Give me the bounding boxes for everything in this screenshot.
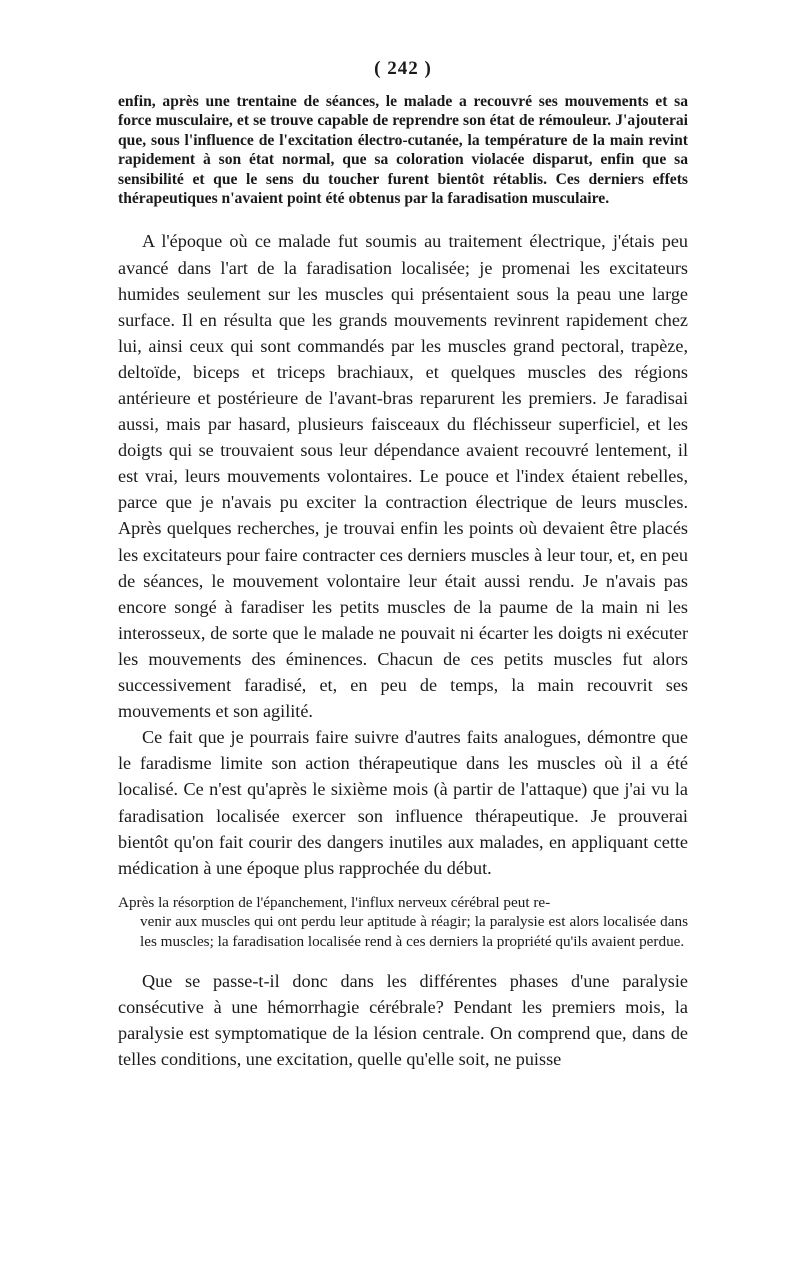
paragraph-1: enfin, après une trentaine de séances, le malade a recouvré ses mouvements et sa force musculaire, et se trouve capable de reprendre son état de rémouleur. J'ajouterai que, sous l'influence de l'excitation électro-cutanée, la température de la main revint rapidement à son état normal, que sa coloration violacée disparut, enfin que sa sensibilité et que le sens du toucher furent bientôt rétablis. Ces derniers effets thérapeutiques n'avaient point été obtenus par la faradisation musculaire. (118, 93, 688, 208)
paragraph-3: Ce fait que je pourrais faire suivre d'autres faits analogues, démontre que le faradisme limite son action thérapeutique dans les muscles où il a été localisé. Ce n'est qu'après le sixième mois (à partir de l'attaque) que j'ai vu la faradisation localisée exercer son influence thérapeutique. Je prouverai bientôt qu'on fait courir des dangers inutiles aux malades, en appliquant cette médication à une époque plus rapprochée du début. (118, 727, 688, 878)
summary-note-continuation: venir aux muscles qui ont perdu leur aptitude à réagir; la paralysie est alors localisée dans les muscles; la faradisation localisée rend à ces derniers la propriété qu'ils avaient perdue. (140, 913, 688, 950)
paragraph-4: Que se passe-t-il donc dans les différentes phases d'une paralysie consécutive à une hémorrhagie cérébrale? Pendant les premiers mois, la paralysie est symptomatique de la lésion centrale. On comprend que, dans de telles conditions, une excitation, quelle qu'elle soit, ne puisse (118, 970, 688, 1069)
page-number: ( 242 ) (374, 58, 432, 79)
document-page (118, 58, 688, 1072)
paragraph-2: A l'époque où ce malade fut soumis au traitement électrique, j'étais peu avancé dans l'art de la faradisation localisée; je promenai les excitateurs humides seulement sur les muscles qui présentaient sous la peau une large surface. Il en résulta que les grands mouvements revinrent rapidement chez lui, ainsi ceux qui sont commandés par les muscles grand pectoral, trapèze, deltoïde, biceps et triceps brachiaux, et quelques muscles des régions antérieure et postérieure de l'avant-bras reparurent les premiers. Je faradisai aussi, mais par hasard, plusieurs faisceaux du fléchisseur superficiel, et les doigts qui se trouvaient sous leur dépendance avaient recouvré lentement, il est vrai, leurs mouvements volontaires. Le pouce et l'index étaient rebelles, parce que je n'avais pu exciter la contraction électrique de leurs muscles. Après quelques recherches, je trouvai enfin les points où devaient être placés les excitateurs pour faire contracter ces derniers muscles à leur tour, et, en peu de séances, le mouvement volontaire leur était aussi rendu. Je n'avais pas encore songé à faradiser les petits muscles de la paume de la main ni les interosseux, de sorte que le malade ne pouvait ni écarter les doigts ni exécuter les mouvements des éminences. Chacun de ces petits muscles fut alors successivement faradisé, et, en peu de temps, la main recouvrit ses mouvements et son agilité. (118, 231, 688, 722)
summary-note-first-line: Après la résorption de l'épanchement, l'influx nerveux cérébral peut re- (118, 893, 551, 911)
summary-note (118, 893, 688, 952)
